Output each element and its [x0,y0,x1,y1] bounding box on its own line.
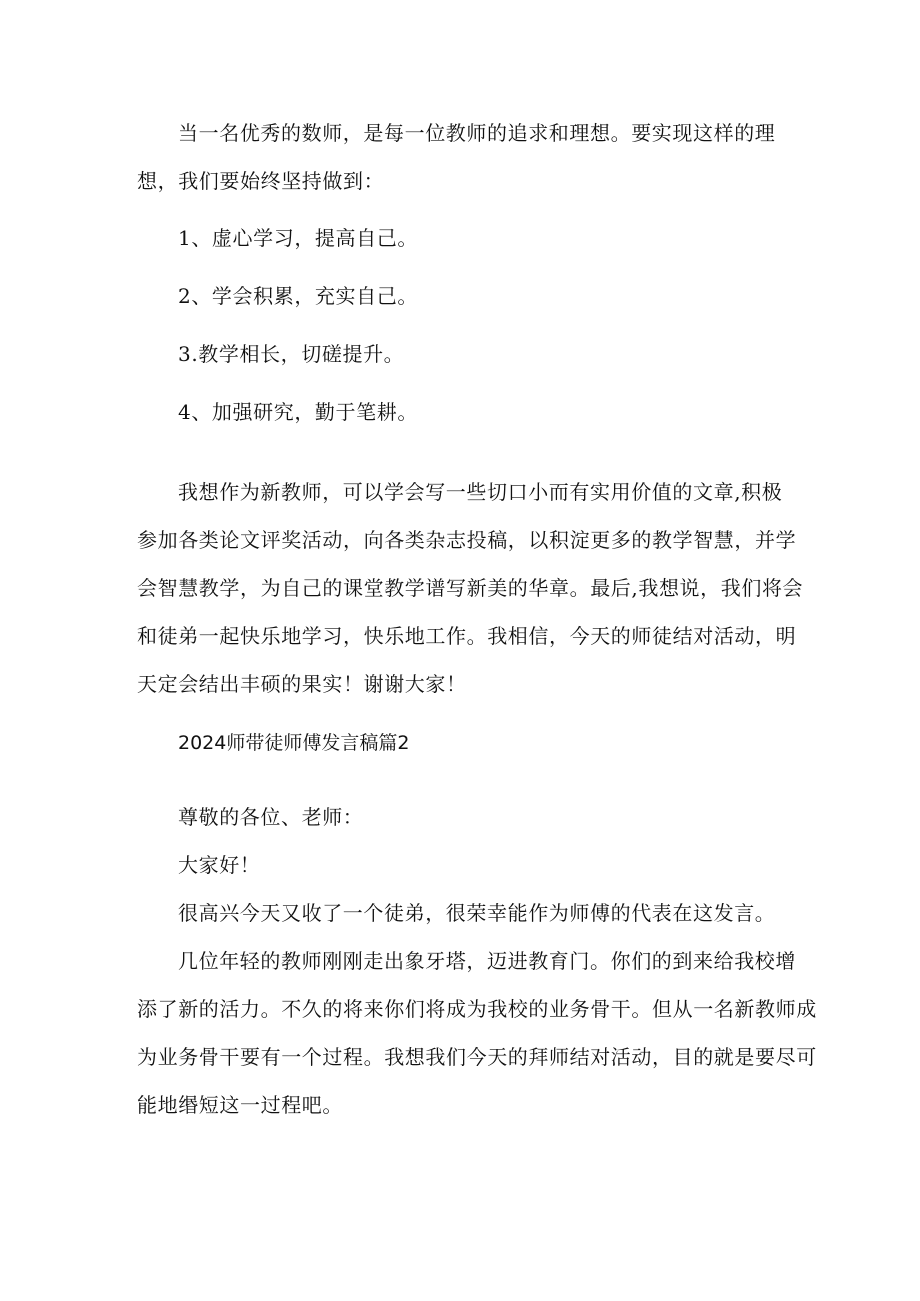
paragraph-3: 很高兴今天又收了一个徒弟，很荣幸能作为师傅的代表在这发言。 [178,901,776,925]
list-item-4: 4、加强研究，勤于笔耕。 [178,400,418,424]
paragraph-4-line-2: 添了新的活力。不久的将来你们将成为我校的业务骨干。但从一名新教师成 [137,997,817,1021]
paragraph-4-line-4: 能地缗短这一过程吧。 [137,1093,343,1117]
paragraph-2-line-3: 会智慧教学，为自己的课堂教学谱写新美的华章。最后,我想说，我们将会 [137,576,804,600]
intro-line-2: 想，我们要始终坚持做到： [137,169,385,193]
paragraph-2-line-2: 参加各类论文评奖活动，向各类杂志投稿，以积淀更多的教学智慧，并学 [137,528,797,552]
paragraph-2-line-5: 天定会结出丰硕的果实！谢谢大家！ [137,672,467,696]
list-item-3: 3.教学相长，切磋提升。 [178,342,405,366]
paragraph-4-line-1: 几位年轻的教师刚刚走出象牙塔，迈进教育门。你们的到来给我校增 [178,949,796,973]
list-item-2: 2、学会积累，充实自己。 [178,284,418,308]
paragraph-4-line-3: 为业务骨干要有一个过程。我想我们今天的拜师结对活动，目的就是要尽可 [137,1045,817,1069]
paragraph-2-line-4: 和徒弟一起快乐地学习，快乐地工作。我相信，今天的师徒结对活动，明 [137,624,797,648]
list-item-1: 1、虚心学习，提高自己。 [178,226,418,250]
greeting: 尊敬的各位、老师： [178,805,364,829]
intro-line-1: 当一名优秀的数师，是每一位教师的追求和理想。要实现这样的理 [178,121,776,145]
hello-line: 大家好！ [178,853,261,877]
section-title: 2024师带徒师傅发言稿篇2 [178,732,410,754]
paragraph-2-line-1: 我想作为新教师，可以学会写一些切口小而有实用价值的文章,积极 [178,480,783,504]
